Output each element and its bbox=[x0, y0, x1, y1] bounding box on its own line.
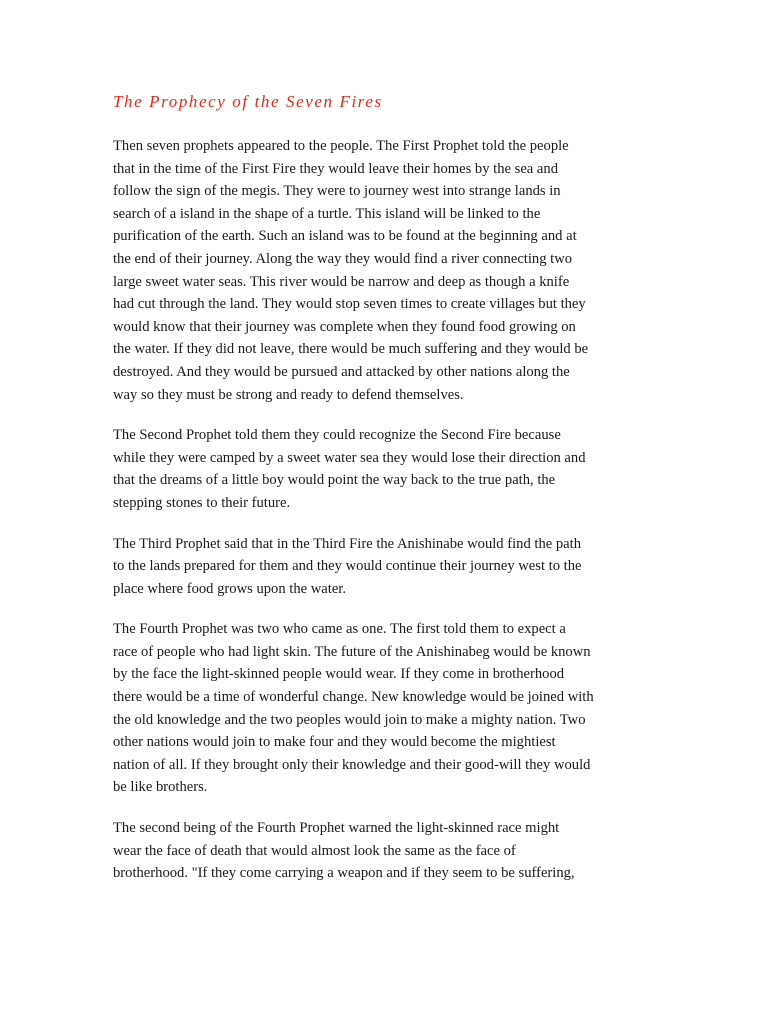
text-line: there would be a time of wonderful change. New knowledge would be joined with bbox=[113, 689, 594, 706]
paragraph bbox=[113, 533, 673, 601]
paragraph bbox=[113, 618, 673, 799]
text-line: while they were camped by a sweet water sea they would lose their direction and bbox=[113, 449, 586, 466]
document-body bbox=[113, 135, 673, 903]
text-line: the water. If they did not leave, there would be much suffering and they would be bbox=[113, 341, 589, 358]
text-line: by the face the light-skinned people would wear. If they come in brotherhood bbox=[113, 666, 565, 683]
text-line: place where food grows upon the water. bbox=[113, 580, 347, 597]
text-line: the end of their journey. Along the way they would find a river connecting two bbox=[113, 250, 573, 267]
text-line: destroyed. And they would be pursued and attacked by other nations along the bbox=[113, 363, 570, 380]
text-line: The second being of the Fourth Prophet warned the light-skinned race might bbox=[113, 820, 560, 837]
text-line: Then seven prophets appeared to the people. The First Prophet told the people bbox=[113, 138, 569, 154]
text-line: the old knowledge and the two peoples would join to make a mighty nation. Two bbox=[113, 711, 586, 728]
text-line: follow the sign of the megis. They were to journey west into strange lands in bbox=[113, 183, 561, 200]
paragraph bbox=[113, 817, 673, 885]
text-line: search of a island in the shape of a turtle. This island will be linked to the bbox=[113, 205, 541, 222]
text-line: The Second Prophet told them they could recognize the Second Fire because bbox=[113, 427, 561, 444]
text-line: be like brothers. bbox=[113, 779, 208, 796]
text-line: that the dreams of a little boy would point the way back to the true path, the bbox=[113, 472, 556, 489]
text-line: to the lands prepared for them and they would continue their journey west to the bbox=[113, 558, 582, 575]
text-line: that in the time of the First Fire they would leave their homes by the sea and bbox=[113, 160, 559, 177]
text-line: had cut through the land. They would stop seven times to create villages but they bbox=[113, 296, 586, 313]
text-line: would know that their journey was complete when they found food growing on bbox=[113, 318, 576, 335]
text-line: purification of the earth. Such an island was to be found at the beginning and at bbox=[113, 228, 577, 245]
text-line: brotherhood. "If they come carrying a weapon and if they seem to be suffering, bbox=[113, 865, 575, 882]
text-line: The Fourth Prophet was two who came as one. The first told them to expect a bbox=[113, 621, 566, 638]
text-line: wear the face of death that would almost look the same as the face of bbox=[113, 842, 516, 859]
text-line: The Third Prophet said that in the Third Fire the Anishinabe would find the path bbox=[113, 535, 582, 552]
text-line: other nations would join to make four and they would become the mightiest bbox=[113, 734, 556, 751]
text-line: stepping stones to their future. bbox=[113, 494, 291, 511]
text-line: way so they must be strong and ready to defend themselves. bbox=[113, 386, 464, 403]
text-line: nation of all. If they brought only their knowledge and their good-will they would bbox=[113, 756, 591, 773]
paragraph bbox=[113, 424, 673, 514]
text-line: large sweet water seas. This river would be narrow and deep as though a knife bbox=[113, 273, 570, 290]
paragraph bbox=[113, 135, 673, 406]
document-title: The Prophecy of the Seven Fires bbox=[113, 92, 383, 111]
text-line: race of people who had light skin. The future of the Anishinabeg would be known bbox=[113, 643, 591, 660]
